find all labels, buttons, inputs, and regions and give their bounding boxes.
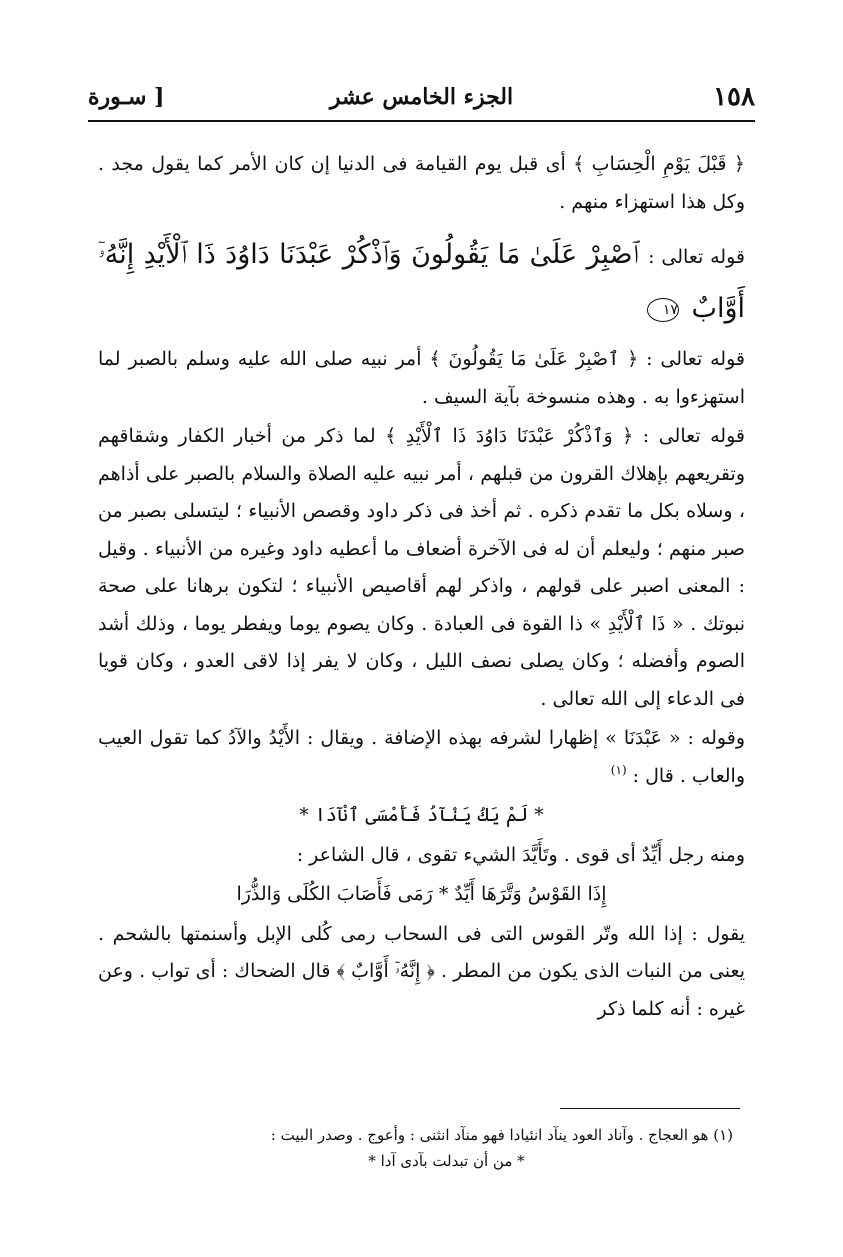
main-text bbox=[98, 146, 745, 1030]
page-number: ١٥٨ bbox=[713, 82, 755, 112]
footnote-reference: (١) bbox=[610, 763, 627, 778]
verse-block bbox=[98, 229, 745, 335]
surah-label: [ سـورة bbox=[88, 84, 165, 110]
poem-line-2: إِذَا القَوْسُ وَتَّرَهَا أَيِّدٌ * رَمَى فَأَصَابَ الكُلَى وَالذُّرَا bbox=[236, 883, 607, 905]
poem-line-1: * لَمْ يَكُ يَنْآدُ فَأَمْسَى ٱنْآدَا * bbox=[299, 804, 544, 826]
header-divider bbox=[88, 120, 755, 122]
page-header bbox=[88, 80, 755, 116]
paragraph-6: ومنه رجل أَيِّدٌ أى قوى . وتَأَيَّدَ الشيء تقوى ، قال الشاعر : bbox=[296, 843, 745, 866]
running-title: الجزء الخامس عشر bbox=[329, 84, 514, 110]
paragraph-7: يقول : إذا الله وتّر القوس التى فى السحاب رمى كُلى الإبل وأسنمتها بالشحم . يعنى من النبات الذى يكون من المطر . ﴿ إِنَّهُۥٓ أَوَّابٌ ﴾ قال الضحاك : أى تواب . وعن غيره : أنه كلما ذكر bbox=[98, 922, 745, 1020]
paragraph-5-text: وقوله : « عَبْدَنَا » إظهارا لشرفه بهذه الإضافة . ويقال : الأَيْدُ والآدُ كما تقول العيب والعاب . قال : bbox=[98, 727, 745, 787]
footnote-line-1: (١) هو العجاج . وآناد العود ينآد انئيادا فهو منآد انثنى : وأعوج . وصدر البيت : bbox=[270, 1126, 733, 1144]
ayah-number-marker: ١٧ bbox=[647, 298, 679, 322]
paragraph-1: ﴿ قَبْلَ يَوْمِ الْحِسَابِ ﴾ أى قبل يوم القيامة فى الدنيا إن كان الأمر كما يقول مجد . وكل هذا استهزاء منهم . bbox=[98, 153, 745, 213]
footnote-divider bbox=[560, 1108, 740, 1109]
footnote bbox=[160, 1122, 733, 1174]
quran-verse: ٱصْبِرْ عَلَىٰ مَا يَقُولُونَ وَٱذْكُرْ عَبْدَنَا دَاوُدَ ذَا ٱلْأَيْدِ إِنَّهُۥٓ أَوَّابٌ bbox=[98, 239, 745, 324]
paragraph-5 bbox=[98, 720, 745, 795]
verse-intro: قوله تعالى : bbox=[648, 246, 745, 268]
footnote-line-2: * من أن تبدلت بآدى آدا * bbox=[368, 1152, 525, 1170]
paragraph-3: قوله تعالى : ﴿ ٱصْبِرْ عَلَىٰ مَا يَقُولُونَ ﴾ أمر نبيه صلى الله عليه وسلم بالصبر لما استهزءوا به . وهذه منسوخة بآية السيف . bbox=[98, 348, 745, 408]
paragraph-4: قوله تعالى : ﴿ وَٱذْكُرْ عَبْدَنَا دَاوُدَ ذَا ٱلْأَيْدِ ﴾ لما ذكر من أخبار الكفار وشقاقهم وتقريعهم بإهلاك القرون من قبلهم ، أمر نبيه عليه الصلاة والسلام بالصبر على أذاهم ، وسلاه بكل ما تقدم ذكره . ثم أخذ فى ذكر داود وقصص الأنبياء ؛ ليتسلى بصبر من صبر منهم ؛ وليعلم أن له فى الآخرة أضعاف ما أعطيه داود وغيره من الأنبياء . وقيل : المعنى اصبر على قولهم ، واذكر لهم أقاصيص الأنبياء ؛ لتكون برهانا على صحة نبوتك . « ذَا ٱلْأَيْدِ » ذا القوة فى العبادة . وكان يصوم يوما ويفطر يوما ، وذلك أشد الصوم وأفضله ؛ وكان يصلى نصف الليل ، وكان لا يفر إذا لاقى العدو ، وكان قويا فى الدعاء إلى الله تعالى . bbox=[98, 425, 745, 710]
